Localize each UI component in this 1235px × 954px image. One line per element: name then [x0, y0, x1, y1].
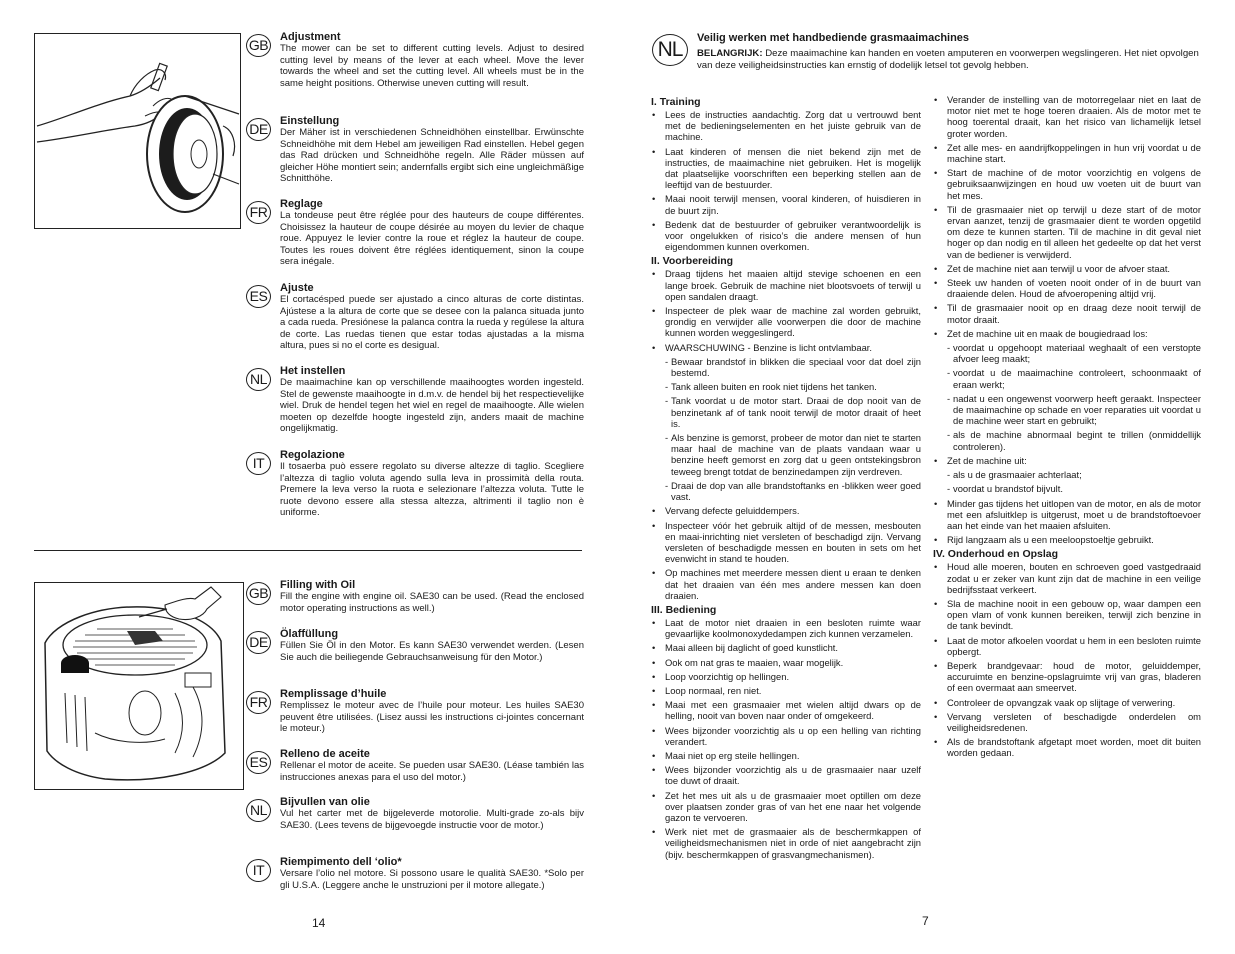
section-text: Remplissez le moteur avec de l’huile pour moteur. Les huiles SAE30 peuvent être utilisées. (Lisez aussi les instructions ci-jointes concernant le moteur.) [280, 700, 584, 734]
section-heading: I. Training [651, 96, 701, 108]
section-title: Regolazione [280, 449, 345, 461]
section-text: Füllen Sie Öl in den Motor. Es kann SAE30 verwendet werden. (Lesen Sie auch die beiliegende Gebrauchsanweisung für den Motor.) [280, 640, 584, 663]
adjustment-es [246, 282, 584, 352]
section-text: Il tosaerba può essere regolato su diverse altezze di taglio. Scegliere l’altezza di taglio voluta agendo sulla leva in prossimità della routa. Premere la leva verso la ruota e selezionare l’altezza voluta. Tutte le ruote devono essere alla stessa altezza, altrimenti il taglio non è uniforme. [280, 461, 584, 518]
lang-badge: ES [246, 751, 271, 774]
lang-badge: NL [246, 799, 271, 822]
list-item: • Maai alleen bij daglicht of goed kunstlicht. [651, 642, 921, 653]
list-item: • Sla de machine nooit in een gebouw op, waar dampen een open vlam of vonk kunnen bereiken, terwijl zich benzine in de tank bevindt. [933, 598, 1201, 632]
section-title: Remplissage d’huile [280, 688, 387, 700]
list-item: • Verander de instelling van de motorregelaar niet en laat de motor niet met te hoge toeren draaien. Als de motor met te hoog toerental draait, kan het risico van lichamelijk letsel groter worden. [933, 94, 1201, 139]
lang-badge: GB [246, 34, 271, 57]
intro-text: Deze maaimachine kan handen en voeten amputeren en voorwerpen wegslingeren. Het niet opvolgen van deze veiligheidsinstructies kan ernstig of dodelijk letsel tot gevolg hebben. [697, 48, 1199, 71]
sub-list-item: - voordat u de maaimachine controleert, schoonmaakt of eraan werkt; [933, 367, 1201, 389]
list-item: • Vervang versleten of beschadigde onderdelen om veiligheidsredenen. [933, 711, 1201, 733]
lang-badge: IT [246, 859, 271, 882]
list-item: • Maai niet op erg steile hellingen. [651, 750, 921, 761]
sub-list-item: - als u de grasmaaier achterlaat; [933, 469, 1201, 480]
sub-list-item: - Draai de dop van alle brandstoftanks en -blikken weer goed vast. [651, 480, 921, 502]
section-title: Einstellung [280, 115, 340, 127]
section-text: Vul het carter met de bijgeleverde motorolie. Multi-grade zo-als bijv SAE30. (Lees tevens de bijgevoegde instructie voor de motor.) [280, 808, 584, 831]
lang-badge: DE [246, 631, 271, 654]
section-heading: IV. Onderhoud en Opslag [933, 548, 1059, 561]
section-text: Versare l’olio nel motore. Si possono usare le qualità SAE30. *Solo per gli U.S.A. (Leggere anche le unstruzioni per il motore allegate.) [280, 868, 584, 891]
section-heading: II. Voorbereiding [651, 255, 734, 268]
list-item: • Laat de motor niet draaien in een besloten ruimte waar gevaarlijke koolmonoxydedampen zich kunnen verzamelen. [651, 617, 921, 639]
section-text: De maaimachine kan op verschillende maaihoogtes worden ingesteld. Stel de gewenste maaihoogte in d.m.v. de hendel bij het respectievelijke wiel. Druk de hendel tegen het wiel en regel de maaihoogte. Alle wielen moeten op dezelfde hoogte ingesteld zijn, anders maait de machine ongelijkmatig. [280, 377, 584, 434]
list-item: • Controleer de opvangzak vaak op slijtage of verwering. [933, 697, 1201, 708]
list-item: • Zet het mes uit als u de grasmaaier moet optillen om deze over plaatsen zonder gras of van het ene naar het volgende gazon te vervoeren. [651, 790, 921, 824]
section-title: Ajuste [280, 282, 314, 294]
section-title: Ölaffüllung [280, 628, 339, 640]
adjustment-fr [246, 198, 584, 268]
list-item: • Vervang defecte geluiddempers. [651, 505, 921, 516]
section-title: Relleno de aceite [280, 748, 370, 760]
sub-list-item: - Als benzine is gemorst, probeer de motor dan niet te starten maar haal de machine van de plaats vandaan waar u benzine heeft gemorst en zorg dat u geen ontstekingsbron teweeg brengt totdat de benzinedampen zijn verdreven. [651, 432, 921, 477]
sub-list-item: - als de machine abnormaal begint te trillen (onmiddellijk controleren). [933, 429, 1201, 451]
list-item: • Inspecteer vóór het gebruik altijd of de messen, mesbouten en maai-inrichting niet versleten of beschadigd zijn. Vervang versleten of beschadigde messen en bouten in sets om het evenwicht in stand te houden. [651, 520, 921, 565]
list-item: • Til de grasmaaier nooit op en draag deze nooit terwijl de motor draait. [933, 302, 1201, 324]
oil-nl [246, 796, 584, 831]
list-item: • Zet alle mes- en aandrijfkoppelingen in hun vrij voordat u de machine start. [933, 142, 1201, 164]
sub-list-item: - voordat u brandstof bijvult. [933, 483, 1201, 494]
section-text: Der Mäher ist in verschiedenen Schneidhöhen einstellbar. Erwünschte Schneidhöhe mit dem Hebel am jeweiligen Rad einstellen. Hebel gegen das Rad drücken und Schneidhöhe regeln. Alle Räder müssen auf gleicher Höhe montiert sein; andernfalls ergibt sich eine ungleichmäßige Schnitthöhe. [280, 127, 584, 184]
list-item: • Beperk brandgevaar: houd de motor, geluiddemper, accuruimte en benzine-opslagruimte vrij van gras, bladeren of een overmaat aan smeervet. [933, 660, 1201, 694]
section-title: Filling with Oil [280, 579, 356, 591]
engine-oil-cap-image [35, 583, 243, 789]
height-adjust-illustration [34, 33, 241, 229]
list-item: • WAARSCHUWING - Benzine is licht ontvlambaar. [651, 342, 921, 353]
page-number: 14 [312, 916, 326, 930]
section-title: Reglage [280, 198, 323, 210]
section-text: The mower can be set to different cutting levels. Adjust to desired cutting level by means of the lever at each wheel. Move the lever towards the wheel and set the cutting level. All wheels must be in the same height positions. Otherwise uneven cutting will result. [280, 43, 584, 89]
list-item: • Loop voorzichtig op hellingen. [651, 671, 921, 682]
section-text: Rellenar el motor de aceite. Se pueden usar SAE30. (Léase también las instrucciones anexas para el uso del motor.) [280, 760, 584, 783]
bullet-list [651, 617, 921, 860]
list-item: • Ook om nat gras te maaien, waar mogelijk. [651, 657, 921, 668]
list-item: • Laat kinderen of mensen die niet bekend zijn met de instructies, de maaimachine niet gebruiken. Het is mogelijk dat plaatselijke voorschriften een beperking stellen aan de leeftijd van de bestuurder. [651, 146, 921, 191]
intro-label: BELANGRIJK: [697, 48, 763, 59]
lang-badge: FR [246, 691, 271, 714]
section-title: Bijvullen van olie [280, 796, 370, 808]
section-divider [34, 550, 582, 551]
list-item: • Werk niet met de grasmaaier als de beschermkappen of veiligheidsmechanismen niet in orde of niet aangebracht zijn (bijv. beschermkappen of grasvangmechanismen). [651, 826, 921, 860]
intro-paragraph [697, 48, 1201, 71]
adjustment-nl [246, 365, 584, 435]
list-item: • Wees bijzonder voorzichtig als u de grasmaaier naar uzelf toe duwt of draait. [651, 764, 921, 786]
list-item: • Til de grasmaaier niet op terwijl u deze start of de motor ervan aanzet, tenzij de grasmaaier dient te worden opgetild om deze te kunnen starten. Til de machine in dit geval niet hoger op dan nodig en til alleen het gedeelte op dat het verst van de bediener is verwijderd. [933, 204, 1201, 260]
list-item: • Steek uw handen of voeten nooit onder of in de buurt van draaiende delen. Houd de afvoeropening altijd vrij. [933, 277, 1201, 299]
list-item: • Houd alle moeren, bouten en schroeven goed vastgedraaid zodat u er zeker van kunt zijn dat de machine in een veilige bedrijfsstaat verkeert. [933, 561, 1201, 595]
list-item: • Zet de machine uit: [933, 455, 1201, 466]
lang-badge: DE [246, 118, 271, 141]
section-text: La tondeuse peut être réglée pour des hauteurs de coupe différentes. Choisissez la hauteur de coupe désirée au moyen du levier de chaque roue. Appuyez le levier contre la roue et réglez la hauteur de coupe. Toutes les roues doivent être réglées identiquement, sinon la coupe sera inégale. [280, 210, 584, 267]
lang-badge: NL [652, 34, 688, 66]
lang-badge: IT [246, 452, 271, 475]
list-item: • Wees bijzonder voorzichtig als u op een helling van richting verandert. [651, 725, 921, 747]
sub-list-item: - Tank alleen buiten en rook niet tijdens het tanken. [651, 381, 921, 392]
list-item: • Zet de machine uit en maak de bougiedraad los: [933, 328, 1201, 339]
bullet-list [651, 268, 921, 600]
sub-list-item: - Tank voordat u de motor start. Draai de dop nooit van de benzinetank af of tank nooit terwijl de motor draait of heet is. [651, 395, 921, 429]
page-title: Veilig werken met handbediende grasmaaimachines [697, 32, 970, 44]
list-item: • Op machines met meerdere messen dient u eraan te denken dat het draaien van één mes andere messen kan doen draaien. [651, 567, 921, 601]
adjustment-gb [246, 31, 584, 89]
list-item: • Als de brandstoftank afgetapt moet worden, moet dit buiten worden gedaan. [933, 736, 1201, 758]
bullet-list [933, 561, 1201, 758]
section-text: Fill the engine with engine oil. SAE30 can be used. (Read the enclosed motor operating instructions as well.) [280, 591, 584, 614]
list-item: • Bedenk dat de bestuurder of gebruiker verantwoordelijk is voor ongelukken of risico’s die andere mensen of hun eigendommen kunnen overkomen. [651, 219, 921, 253]
list-item: • Maai nooit terwijl mensen, vooral kinderen, of huisdieren in de buurt zijn. [651, 193, 921, 215]
lang-badge: NL [246, 368, 271, 391]
list-item: • Rijd langzaam als u een meeloopstoeltje gebruikt. [933, 534, 1201, 545]
bullet-list [933, 94, 1201, 545]
section-title: Het instellen [280, 365, 346, 377]
left-page [0, 0, 600, 954]
left-column [651, 94, 921, 863]
adjustment-de [246, 115, 584, 185]
list-item: • Lees de instructies aandachtig. Zorg dat u vertrouwd bent met de bedieningselementen en het juiste gebruik van de machine. [651, 109, 921, 143]
sub-list-item: - Bewaar brandstof in blikken die speciaal voor dat doel zijn bestemd. [651, 356, 921, 378]
list-item: • Start de machine of de motor voorzichtig en volgens de gebruiksaanwijzingen en houd uw voeten uit de buurt van het mes. [933, 167, 1201, 201]
list-item: • Inspecteer de plek waar de machine zal worden gebruikt, grondig en verwijder alle voorwerpen die door de machine kunnen worden weggeslingerd. [651, 305, 921, 339]
oil-it [246, 856, 584, 891]
adjustment-it [246, 449, 584, 519]
oil-de [246, 628, 584, 663]
list-item: • Zet de machine niet aan terwijl u voor de afvoer staat. [933, 263, 1201, 274]
right-page [618, 0, 1235, 954]
lang-badge: GB [246, 582, 271, 605]
sub-list-item: - voordat u opgehoopt materiaal weghaalt of een verstopte afvoer leeg maakt; [933, 342, 1201, 364]
section-text: El cortacésped puede ser ajustado a cinco alturas de corte distintas. Ajústese a la altura de corte que se desee con la palanca situada junto a cada rueda. Presiónese la palanca contra la rueda y regúlese la altura de corte. Las ruedas tienen que estar todas ajustadas a la misma altura, pues si no el corte es desigual. [280, 294, 584, 351]
hand-on-wheel-lever-image [35, 34, 240, 228]
sub-list-item: - nadat u een ongewenst voorwerp heeft geraakt. Inspecteer de maaimachine op schade en voer reparaties uit voordat u de machine weer start en gebruikt; [933, 393, 1201, 427]
section-heading: III. Bediening [651, 603, 717, 616]
bullet-list [651, 109, 921, 252]
list-item: • Loop normaal, ren niet. [651, 685, 921, 696]
list-item: • Maai met een grasmaaier met wielen altijd dwars op de helling, nooit van boven naar onder of omgekeerd. [651, 699, 921, 721]
section-title: Adjustment [280, 31, 341, 43]
list-item: • Minder gas tijdens het uitlopen van de motor, en als de motor met een afsluitklep is uitgerust, moet u de brandstoftoevoer aan het einde van het maaien afsluiten. [933, 498, 1201, 532]
page-number: 7 [922, 914, 929, 928]
list-item: • Laat de motor afkoelen voordat u hem in een besloten ruimte opbergt. [933, 635, 1201, 657]
list-item: • Draag tijdens het maaien altijd stevige schoenen en een lange broek. Gebruik de machine niet blootsvoets of terwijl u open sandalen draagt. [651, 268, 921, 302]
oil-es [246, 748, 584, 783]
oil-gb [246, 579, 584, 614]
lang-badge: ES [246, 285, 271, 308]
lang-badge: FR [246, 201, 271, 224]
right-column [933, 94, 1201, 762]
oil-fill-illustration [34, 582, 244, 790]
oil-fr [246, 688, 584, 735]
section-title: Riempimento dell ‘olio* [280, 856, 402, 868]
